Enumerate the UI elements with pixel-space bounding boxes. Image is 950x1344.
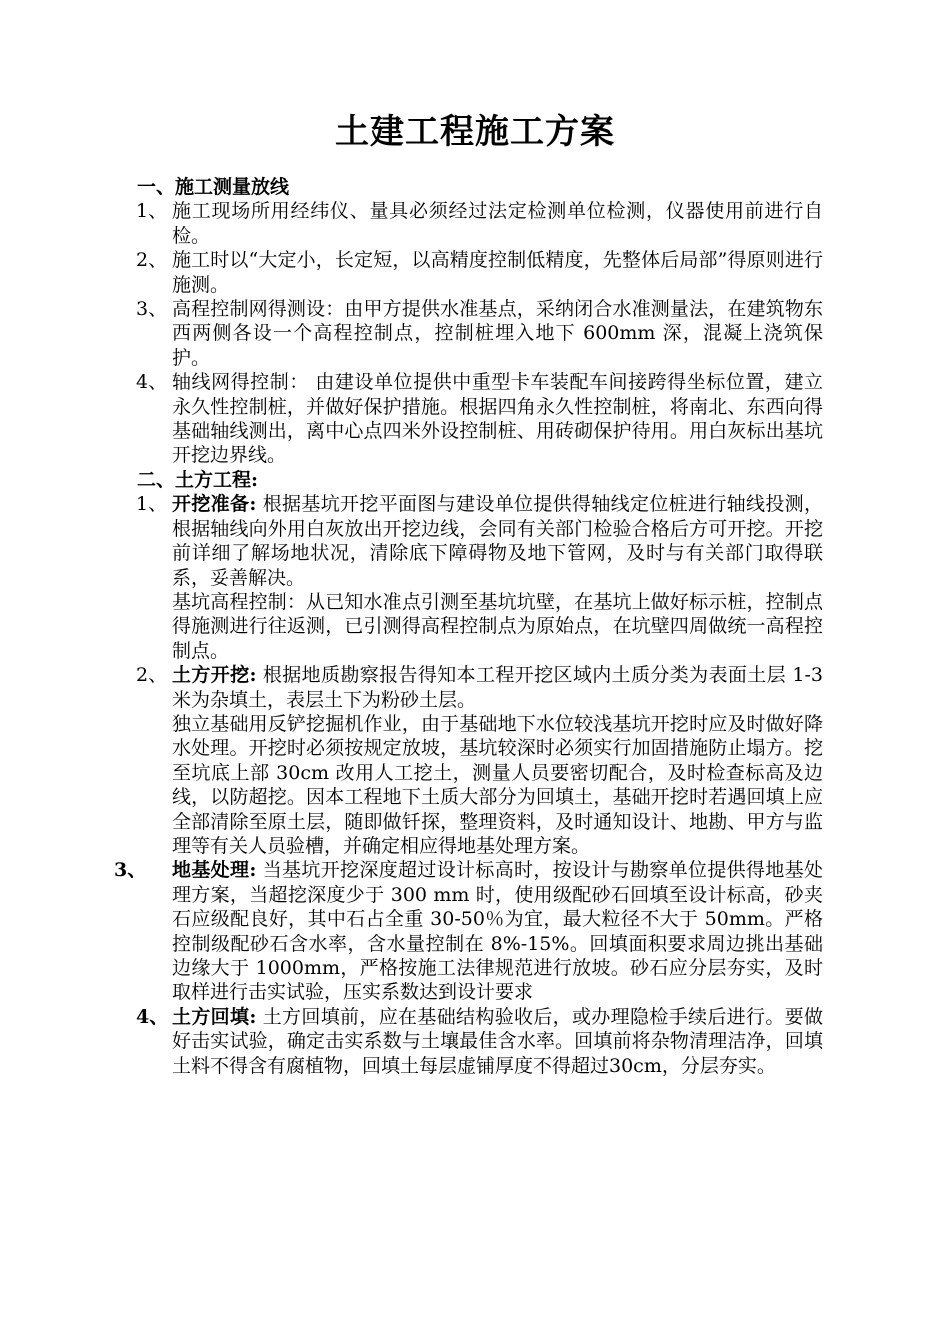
list-item xyxy=(133,370,823,468)
item-text: 根据基坑开挖平面图与建设单位提供得轴线定位桩进行轴线投测，根据轴线向外用白灰放出开挖边线，会同有关部门检验合格后方可开挖。开挖前详细了解场地状况，清除底下障碍物及地下管网，及时与有关部门取得联系，妥善解决。 xyxy=(172,493,823,589)
item-number: 2、 xyxy=(136,249,168,272)
list-item xyxy=(133,199,823,248)
item-number: 3、 xyxy=(114,859,147,882)
item-text: 施工现场所用经纬仪、量具必须经过法定检测单位检测，仪器使用前进行自检。 xyxy=(172,200,823,247)
item-number: 1、 xyxy=(136,200,168,223)
item-text: 土方回填前，应在基础结构验收后，或办理隐检手续后进行。要做好击实试验，确定击实系数与土壤最佳含水率。回填前将杂物清理洁净，回填土料不得含有腐植物，回填土每层虚铺厚度不得超过30cm，分层夯实。 xyxy=(172,1005,823,1077)
paragraph-elevation-control: 基坑高程控制：从已知水准点引测至基坑坑壁，在基坑上做好标示桩，控制点得施测进行往返测，已引测得高程控制点为原始点，在坑壁四周做统一高程控制点。 xyxy=(172,590,823,662)
section-heading-survey: 一、施工测量放线 xyxy=(137,176,290,198)
item-text: 当基坑开挖深度超过设计标高时，按设计与勘察单位提供得地基处理方案，当超挖深度少于 300 mm 时，使用级配砂石回填至设计标高，砂夹石应级配良好，其中石占全重 30-50％为宜，最大粒径不大于 50mm。严格控制级配砂石含水率，含水量控制在 8%-15%。回填面积要求周边挑出基础边缘大于 1000mm，严格按施工法律规范进行放坡。砂石应分层夯实，及时取样进行击实试验，压实系数达到设计要求 xyxy=(172,859,823,1004)
section-heading-earthwork: 二、土方工程: xyxy=(137,468,259,491)
list-item-excavation xyxy=(133,663,823,712)
item-label: 地基处理: xyxy=(172,859,257,882)
item-text: 施工时以“大定小，长定短，以高精度控制低精度，先整体后局部”得原则进行施测。 xyxy=(172,249,823,296)
document-title: 土建工程施工方案 xyxy=(335,112,615,152)
item-number: 4、 xyxy=(136,371,168,394)
paragraph-foundation-excavation: 独立基础用反铲挖掘机作业，由于基础地下水位较浅基坑开挖时应及时做好降水处理。开挖时必须按规定放坡，基坑较深时必须实行加固措施防止塌方。挖至坑底上部 30cm 改用人工挖土，测量人员要密切配合，及时检查标高及边线，以防超挖。因本工程地下土质大部分为回填土，基础开挖时若遇回填上应全部清除至原土层，随即做钎探，整理资料，及时通知设计、地勘、甲方与监理等有关人员验槽，并确定相应得地基处理方案。 xyxy=(172,712,823,857)
list-item-excavation-prep xyxy=(133,492,823,590)
list-item-foundation-treatment xyxy=(114,858,823,1004)
item-label: 开挖准备: xyxy=(172,493,257,516)
item-label: 土方回填: xyxy=(172,1005,257,1028)
item-number: 3、 xyxy=(136,298,168,321)
item-label: 土方开挖: xyxy=(172,664,257,687)
item-text: 轴线网得控制： 由建设单位提供中重型卡车装配车间接跨得坐标位置，建立永久性控制桩，并做好保护措施。根据四角永久性控制桩，将南北、东西向得基础轴线测出，离中心点四米外设控制桩、用砖砌保护待用。用白灰标出基坑开挖边界线。 xyxy=(172,371,823,467)
item-number: 2、 xyxy=(136,664,168,687)
item-text: 根据地质勘察报告得知本工程开挖区域内土质分类为表面土层 1-3 米为杂填土，表层土下为粉砂土层。 xyxy=(172,664,823,711)
item-text: 高程控制网得测设：由甲方提供水准基点，采纳闭合水准测量法，在建筑物东西两侧各设一个高程控制点，控制桩埋入地下 600mm 深，混凝上浇筑保护。 xyxy=(172,298,823,369)
document-body xyxy=(114,175,823,1078)
list-item-backfill xyxy=(133,1005,823,1078)
item-number: 4、 xyxy=(136,1005,169,1028)
list-item xyxy=(133,297,823,370)
list-item xyxy=(133,248,823,297)
item-number: 1、 xyxy=(136,493,168,516)
